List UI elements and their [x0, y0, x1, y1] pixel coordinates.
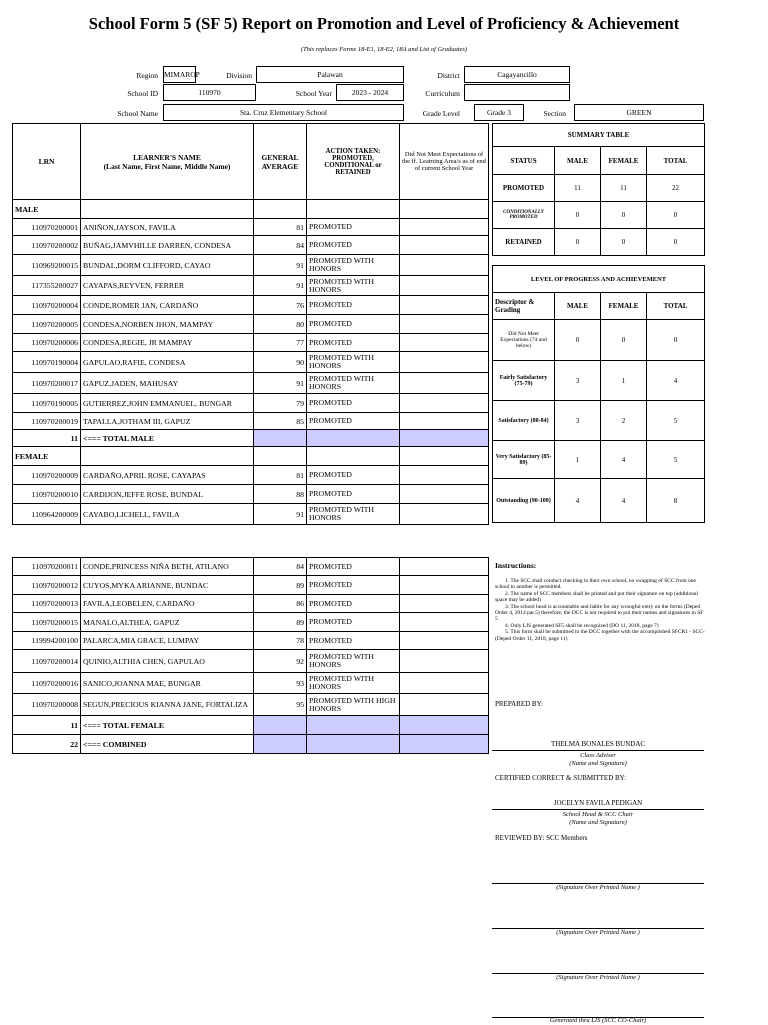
learner-not-met: [400, 632, 489, 650]
learner-average: 85: [254, 413, 307, 430]
learner-row: [13, 373, 489, 394]
learner-action: PROMOTED: [307, 219, 400, 236]
combined-count: 22: [13, 735, 81, 754]
learner-not-met: [400, 296, 489, 315]
learner-name: CARDIJON,JEFFE ROSE, BUNDAL: [81, 485, 254, 504]
progress-descriptor: Very Satisfactory (85-89): [493, 441, 555, 479]
progress-descriptor: Fairly Satisfactory (75-79): [493, 361, 555, 401]
school-name-value: Sta. Cruz Elementary School: [163, 104, 404, 121]
learner-not-met: [400, 595, 489, 613]
learner-average: 81: [254, 219, 307, 236]
action-header: ACTION TAKEN: PROMOTED, CONDITIONAL or RETAINED: [307, 124, 400, 200]
page-subtitle: (This replaces Forms 18-E1, 18-E2, 18A and List of Graduates): [300, 46, 468, 53]
learner-action: PROMOTED: [307, 613, 400, 632]
learner-average: 95: [254, 694, 307, 716]
learner-name: QUINIO,ALTHIA CHEN, GAPULAO: [81, 650, 254, 673]
section-label: Section: [543, 109, 566, 118]
prepared-by-label: PREPARED BY:: [495, 700, 543, 708]
learner-average: 76: [254, 296, 307, 315]
member-caption: (Signature Over Printed Name ): [556, 929, 640, 936]
progress-header-total: TOTAL: [647, 293, 705, 320]
summary-header-status: STATUS: [493, 147, 555, 175]
summary-total: 0: [647, 202, 705, 229]
learner-action: PROMOTED: [307, 632, 400, 650]
progress-female: 0: [601, 320, 647, 361]
learner-action: PROMOTED WITH HONORS: [307, 352, 400, 373]
curriculum-value: [464, 84, 570, 101]
instruction-item: 4. Only LIS generated SF5 shall be recognized (DO 11, 2018, page 7): [505, 622, 659, 629]
progress-female: 4: [601, 479, 647, 523]
learner-row: [13, 576, 489, 595]
learner-action: PROMOTED: [307, 466, 400, 485]
certified-by-label: CERTIFIED CORRECT & SUBMITTED BY:: [495, 774, 627, 782]
reviewed-by-label: REVIEWED BY: SCC Members: [495, 834, 588, 842]
learner-row: [13, 595, 489, 613]
learner-not-met: [400, 236, 489, 255]
learner-row: [13, 558, 489, 576]
learner-average: 88: [254, 485, 307, 504]
learner-name: ANIÑON,JAYSON, FAVILA: [81, 219, 254, 236]
summary-table: [492, 123, 705, 256]
learner-not-met: [400, 558, 489, 576]
region-value: MIMAROP: [163, 66, 196, 83]
learner-row: [13, 504, 489, 525]
learner-name: TAPALLA,JOTHAM III, GAPUZ: [81, 413, 254, 430]
learner-lrn: 110970200002: [13, 236, 81, 255]
learner-lrn: 110970200019: [13, 413, 81, 430]
learner-action: PROMOTED: [307, 236, 400, 255]
learner-name: GAPULAO,RAFIE, CONDESA: [81, 352, 254, 373]
learner-row: [13, 413, 489, 430]
learner-action: PROMOTED: [307, 394, 400, 413]
learner-action: PROMOTED: [307, 558, 400, 576]
region-label: Region: [136, 71, 158, 80]
learner-average: 91: [254, 373, 307, 394]
learner-lrn: 110970200009: [13, 466, 81, 485]
learner-name: BUÑAG,JAMVHILLE DARREN, CONDESA: [81, 236, 254, 255]
learner-not-met: [400, 255, 489, 276]
learner-not-met: [400, 673, 489, 694]
school-year-value: 2023 - 2024: [336, 84, 404, 101]
learner-action: PROMOTED WITH HONORS: [307, 373, 400, 394]
instructions-title: Instructions:: [495, 561, 537, 570]
learner-lrn: 110970200013: [13, 595, 81, 613]
learner-name: CONDE,PRINCESS NIÑA BETH, ATILANO: [81, 558, 254, 576]
summary-header-female: FEMALE: [601, 147, 647, 175]
learner-row: [13, 352, 489, 373]
learner-row: [13, 296, 489, 315]
learner-average: 81: [254, 466, 307, 485]
learner-lrn: 110970200014: [13, 650, 81, 673]
instruction-item: 1. The SCC shall conduct checking in their own school, no swapping of SCC from one school to another is permitted.: [495, 578, 697, 591]
head-signature-line: [492, 809, 704, 810]
learner-not-met: [400, 315, 489, 334]
learner-average: 91: [254, 255, 307, 276]
learner-not-met: [400, 504, 489, 525]
progress-total: 0: [647, 320, 705, 361]
learner-lrn: 110970200005: [13, 315, 81, 334]
learner-lrn: 110970200017: [13, 373, 81, 394]
learner-row: [13, 276, 489, 296]
learner-row: [13, 219, 489, 236]
learner-name: CAYAPAS,REYVEN, FERRER: [81, 276, 254, 296]
learner-name: FAVILA,LEOBELEN, CARDAÑO: [81, 595, 254, 613]
learner-row: [13, 613, 489, 632]
curriculum-label: Curriculum: [425, 89, 460, 98]
learner-row: [13, 673, 489, 694]
progress-total: 4: [647, 361, 705, 401]
page-title: School Form 5 (SF 5) Report on Promotion and Level of Proficiency & Achievement: [88, 14, 680, 33]
learner-lrn: 110970200006: [13, 334, 81, 352]
learner-row: [13, 394, 489, 413]
learner-row: [13, 315, 489, 334]
learner-name: GUTIERREZ,JOHN EMMANUEL, BUNGAR: [81, 394, 254, 413]
progress-total: 5: [647, 441, 705, 479]
learner-name: CAYABO,LICHELL, FAVILA: [81, 504, 254, 525]
district-value: Cagayancillo: [464, 66, 570, 83]
progress-male: 3: [555, 361, 601, 401]
adviser-caption: Class Adviser (Name and Signature): [569, 752, 627, 767]
adviser-name: THELMA BONALES BUNDAC: [550, 740, 646, 748]
learner-name: CONDESA,NORBEN JHON, MAMPAY: [81, 315, 254, 334]
learner-average: 92: [254, 650, 307, 673]
learner-action: PROMOTED: [307, 296, 400, 315]
member-caption: (Signature Over Printed Name ): [556, 974, 640, 981]
learner-row: [13, 485, 489, 504]
total-female-count: 11: [13, 716, 81, 735]
head-caption: School Head & SCC Chair (Name and Signature): [562, 811, 634, 826]
learner-lrn: 110970200010: [13, 485, 81, 504]
progress-male: 1: [555, 441, 601, 479]
summary-male: 11: [555, 175, 601, 202]
school-year-label: School Year: [295, 89, 332, 98]
learner-action: PROMOTED WITH HONORS: [307, 650, 400, 673]
progress-male: 4: [555, 479, 601, 523]
lrn-header: LRN: [13, 124, 81, 200]
instruction-item: 5. This form shall be submitted to the DCC together with the accomplished SFCR1 - SCC- (Deped Order 11, 2018, page 11): [495, 629, 705, 642]
learner-average: 84: [254, 558, 307, 576]
not-met-header: Did Not Meet Expectations of the ff. Learning Area/s as of end of current School Year: [400, 124, 489, 200]
school-id-label: School ID: [127, 89, 158, 98]
learner-not-met: [400, 276, 489, 296]
progress-header-female: FEMALE: [601, 293, 647, 320]
learner-average: 84: [254, 236, 307, 255]
learner-name: SANICO,JOANNA MAE, BUNGAR: [81, 673, 254, 694]
summary-total: 22: [647, 175, 705, 202]
learner-average: 80: [254, 315, 307, 334]
learner-action: PROMOTED WITH HONORS: [307, 255, 400, 276]
summary-header-male: MALE: [555, 147, 601, 175]
instruction-item: 3. The school head is accountable and liable for any wrongful entry on the forms (Deped Order 4, 2014 par.5) therefore, the DCC is not required to put their names and signatures in SF 5: [495, 603, 704, 623]
learner-action: PROMOTED WITH HONORS: [307, 276, 400, 296]
learner-action: PROMOTED WITH HONORS: [307, 673, 400, 694]
learner-not-met: [400, 352, 489, 373]
summary-male: 0: [555, 202, 601, 229]
learner-row: [13, 694, 489, 716]
progress-title: LEVEL OF PROGRESS AND ACHIEVEMENT: [493, 266, 705, 293]
division-value: Palawan: [256, 66, 404, 83]
summary-status: CONDITIONALLY PROMOTED: [493, 202, 555, 229]
district-label: District: [437, 71, 460, 80]
learner-average: 78: [254, 632, 307, 650]
learner-name: MANALO,ALTHEA, GAPUZ: [81, 613, 254, 632]
instruction-item: 2. The name of SCC members shall be printed and put their signature on top (additional space may be added): [495, 590, 698, 604]
learner-not-met: [400, 613, 489, 632]
learner-row: [13, 466, 489, 485]
learner-lrn: 110970200004: [13, 296, 81, 315]
member-caption: (Signature Over Printed Name ): [556, 884, 640, 891]
progress-total: 8: [647, 479, 705, 523]
learner-not-met: [400, 334, 489, 352]
progress-table: [492, 265, 705, 523]
summary-female: 11: [601, 175, 647, 202]
learner-lrn: 110970200011: [13, 558, 81, 576]
learners-table: [12, 123, 489, 525]
learner-lrn: 110969200015: [13, 255, 81, 276]
learner-lrn: 119994200100: [13, 632, 81, 650]
learner-not-met: [400, 576, 489, 595]
progress-descriptor: Outstanding (90-100): [493, 479, 555, 523]
summary-male: 0: [555, 229, 601, 256]
learner-name: CONDE,ROMER JAN, CARDAÑO: [81, 296, 254, 315]
learner-not-met: [400, 394, 489, 413]
learner-average: 91: [254, 276, 307, 296]
female-section-label: FEMALE: [13, 447, 81, 466]
learner-average: 86: [254, 595, 307, 613]
learner-action: PROMOTED: [307, 485, 400, 504]
average-header: GENERAL AVERAGE: [254, 124, 307, 200]
learner-average: 90: [254, 352, 307, 373]
grade-level-value: Grade 3: [474, 104, 524, 121]
school-name-label: School Name: [117, 109, 158, 118]
learner-lrn: 110970200001: [13, 219, 81, 236]
learner-not-met: [400, 650, 489, 673]
progress-descriptor: Did Not Meet Expectations (74 and below): [493, 320, 555, 361]
learner-row: [13, 632, 489, 650]
learner-lrn: 110970200016: [13, 673, 81, 694]
learner-action: PROMOTED: [307, 413, 400, 430]
summary-female: 0: [601, 202, 647, 229]
learner-name: CUYOS,MYKA ARIANNE, BUNDAC: [81, 576, 254, 595]
progress-total: 5: [647, 401, 705, 441]
learner-lrn: 110964200009: [13, 504, 81, 525]
progress-descriptor: Satisfactory (80-84): [493, 401, 555, 441]
learner-action: PROMOTED: [307, 576, 400, 595]
total-male-label: <=== TOTAL MALE: [81, 430, 254, 447]
summary-title: SUMMARY TABLE: [493, 124, 705, 147]
total-male-count: 11: [13, 430, 81, 447]
learner-name: CARDAÑO,APRIL ROSE, CAYAPAS: [81, 466, 254, 485]
adviser-signature-line: [492, 750, 704, 751]
progress-female: 1: [601, 361, 647, 401]
progress-header-descriptor: Descriptor & Grading: [493, 293, 555, 320]
progress-male: 0: [555, 320, 601, 361]
learner-name: SEGUN,PRECIOUS KIANNA JANE, FORTALIZA: [81, 694, 254, 716]
learner-action: PROMOTED WITH HIGH HONORS: [307, 694, 400, 716]
summary-female: 0: [601, 229, 647, 256]
learner-lrn: 110970200008: [13, 694, 81, 716]
learner-action: PROMOTED: [307, 315, 400, 334]
progress-male: 3: [555, 401, 601, 441]
grade-level-label: Grade Level: [422, 109, 460, 118]
learner-row: [13, 334, 489, 352]
learners-table-continued: [12, 557, 489, 754]
section-value: GREEN: [574, 104, 704, 121]
learner-average: 89: [254, 613, 307, 632]
school-id-value: 110970: [163, 84, 256, 101]
learner-not-met: [400, 485, 489, 504]
learner-average: 77: [254, 334, 307, 352]
learner-not-met: [400, 413, 489, 430]
learner-lrn: 110970200012: [13, 576, 81, 595]
progress-female: 2: [601, 401, 647, 441]
summary-status: PROMOTED: [493, 175, 555, 202]
learner-name: GAPUZ,JADEN, MAHUSAY: [81, 373, 254, 394]
learner-average: 79: [254, 394, 307, 413]
learner-lrn: 110970200015: [13, 613, 81, 632]
learner-lrn: 110970190005: [13, 394, 81, 413]
male-section-label: MALE: [13, 200, 81, 219]
summary-status: RETAINED: [493, 229, 555, 256]
learner-not-met: [400, 219, 489, 236]
learner-action: PROMOTED WITH HONORS: [307, 504, 400, 525]
division-label: Division: [226, 71, 252, 80]
name-header: LEARNER'S NAME (Last Name, First Name, Middle Name): [81, 124, 254, 200]
learner-name: CONDESA,REGIE, JR MAMPAY: [81, 334, 254, 352]
summary-header-total: TOTAL: [647, 147, 705, 175]
instructions-list: [495, 578, 705, 642]
summary-total: 0: [647, 229, 705, 256]
learner-name: PALARCA,MIA GRACE, LUMPAY: [81, 632, 254, 650]
learner-name: BUNDAL,DORM CLIFFORD, CAYAO: [81, 255, 254, 276]
combined-label: <=== COMBINED: [81, 735, 254, 754]
learner-row: [13, 255, 489, 276]
learner-average: 93: [254, 673, 307, 694]
learner-not-met: [400, 466, 489, 485]
progress-female: 4: [601, 441, 647, 479]
learner-row: [13, 236, 489, 255]
progress-header-male: MALE: [555, 293, 601, 320]
generated-caption: Generated thru LIS (SCC CO-Chair): [549, 1017, 647, 1024]
learner-action: PROMOTED: [307, 595, 400, 613]
learner-average: 91: [254, 504, 307, 525]
learner-row: [13, 650, 489, 673]
learner-average: 89: [254, 576, 307, 595]
learner-lrn: 117355200027: [13, 276, 81, 296]
learner-lrn: 110970190004: [13, 352, 81, 373]
learner-action: PROMOTED: [307, 334, 400, 352]
learner-not-met: [400, 694, 489, 716]
learner-not-met: [400, 373, 489, 394]
total-female-label: <=== TOTAL FEMALE: [81, 716, 254, 735]
head-name: JOCELYN FAVILA PEDIGAN: [553, 799, 643, 807]
